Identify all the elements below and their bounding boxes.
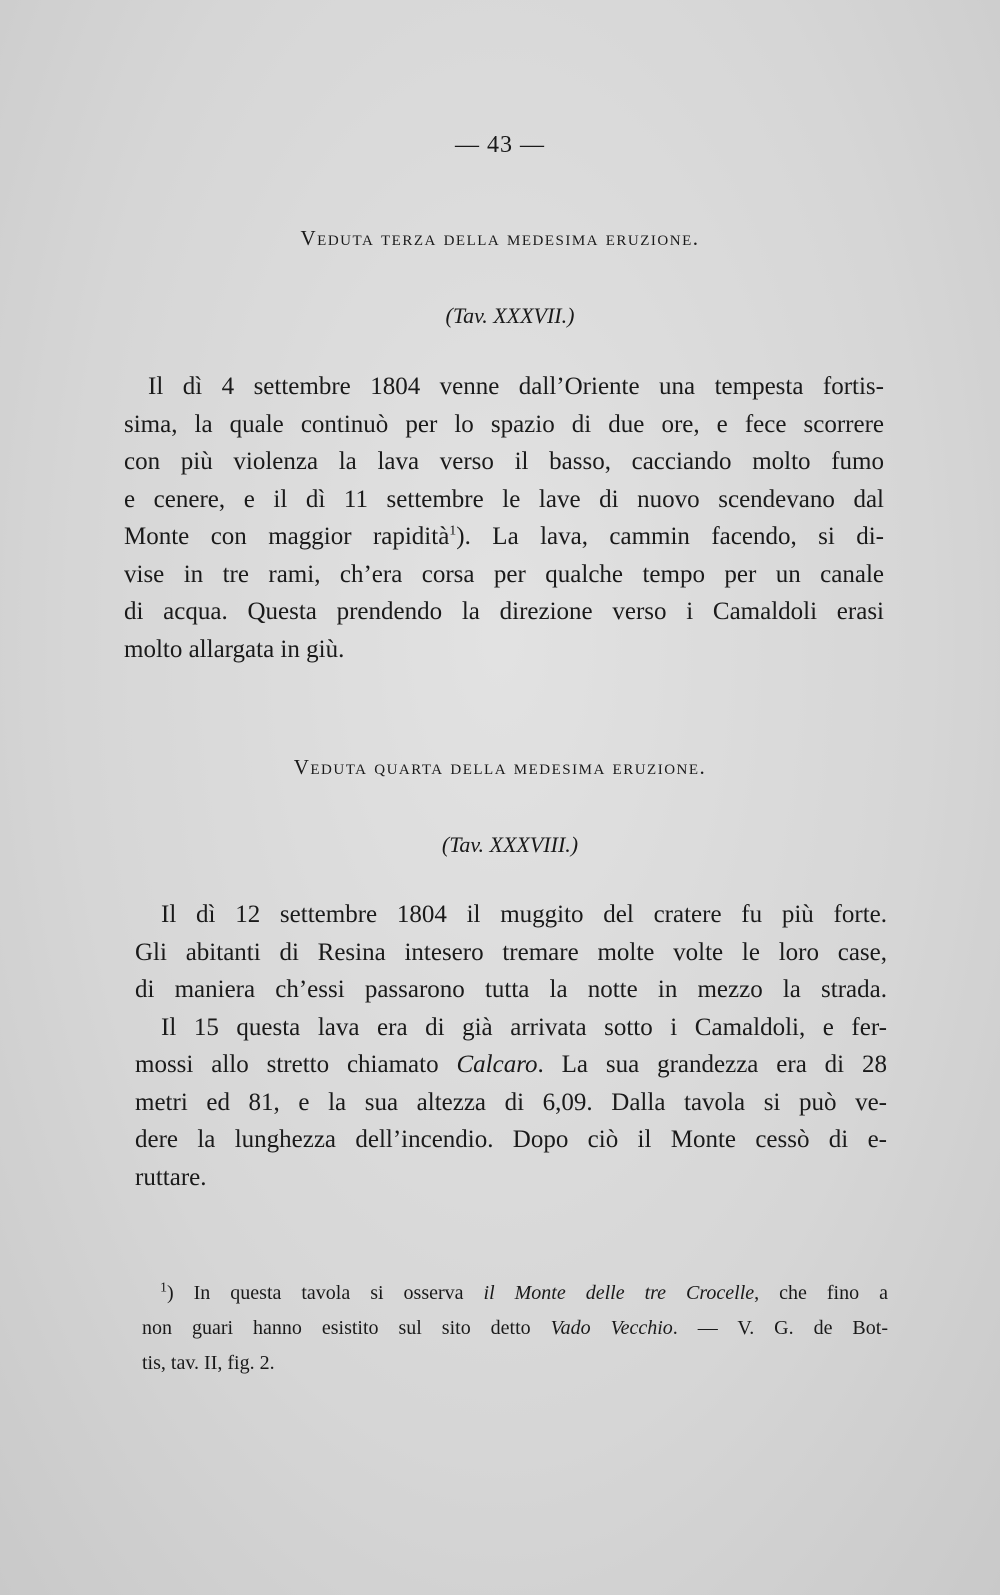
text-fragment-italic: il Monte delle tre Crocelle	[483, 1282, 755, 1304]
footnote-line	[142, 1311, 888, 1346]
footnote	[142, 1276, 888, 1381]
text-fragment: ) In questa tavola si osserva	[167, 1282, 484, 1304]
footnote-line: tis, tav. II, fig. 2.	[142, 1352, 275, 1374]
text-fragment: . La sua grandezza era di 28	[537, 1051, 888, 1078]
text-fragment-italic: Vado Vecchio	[550, 1317, 673, 1339]
text-fragment: non guari hanno esistito sul sito detto	[142, 1317, 551, 1339]
text-line: sima, la quale continuò per lo spazio di due ore, e fece scorrere	[124, 410, 884, 438]
text-line: Gli abitanti di Resina intesero tremare molte volte le loro case,	[135, 938, 887, 966]
text-fragment: , che fino a	[754, 1282, 888, 1304]
place-name-calcaro: Calcaro	[456, 1051, 538, 1078]
text-line: molto allargata in giù.	[124, 635, 345, 663]
text-line: dere la lunghezza dell’incendio. Dopo ciò il Monte cessò di e-	[135, 1126, 887, 1153]
text-line: metri ed 81, e la sua altezza di 6,09. Dalla tavola si può ve-	[135, 1088, 887, 1116]
paragraph-veduta-quarta	[135, 896, 887, 1196]
text-line: ruttare.	[135, 1163, 207, 1191]
text-line	[124, 518, 884, 556]
text-line: Il dì 4 settembre 1804 venne dall’Oriente una tempesta fortis-	[148, 373, 884, 400]
text-fragment: ). La lava, cammin facendo, si di-	[456, 523, 884, 550]
text-fragment: . — V. G. de Bot-	[672, 1317, 888, 1339]
text-line: vise in tre rami, ch’era corsa per qualche tempo per un canale	[124, 560, 884, 588]
footnote-marker: 1	[160, 1280, 167, 1296]
text-line: Il dì 12 settembre 1804 il muggito del cratere fu più forte.	[161, 901, 887, 928]
paragraph-veduta-terza	[124, 368, 884, 668]
footnote-line	[160, 1276, 888, 1311]
text-line: di maniera ch’essi passarono tutta la notte in mezzo la strada.	[135, 976, 887, 1003]
footnote-reference: 1	[449, 523, 457, 539]
plate-reference-xxxvii: (Tav. XXXVII.)	[445, 303, 575, 328]
section-title-veduta-quarta: Veduta quarta della medesima eruzione.	[293, 755, 707, 779]
text-fragment: mossi allo stretto chiamato	[135, 1051, 457, 1078]
text-line: con più violenza la lava verso il basso, cacciando molto fumo	[124, 448, 884, 475]
text-line	[135, 1046, 887, 1084]
text-line: e cenere, e il dì 11 settembre le lave di nuovo scendevano dal	[124, 485, 884, 513]
text-line: Il 15 questa lava era di già arrivata sotto i Camaldoli, e fer-	[161, 1013, 887, 1041]
page-number: — 43 —	[455, 132, 545, 158]
plate-reference-xxxviii: (Tav. XXXVIII.)	[441, 832, 579, 857]
text-fragment: Monte con maggior rapidità	[124, 523, 450, 550]
text-line: di acqua. Questa prendendo la direzione verso i Camaldoli erasi	[124, 598, 884, 625]
section-title-veduta-terza: Veduta terza della medesima eruzione.	[300, 226, 700, 250]
